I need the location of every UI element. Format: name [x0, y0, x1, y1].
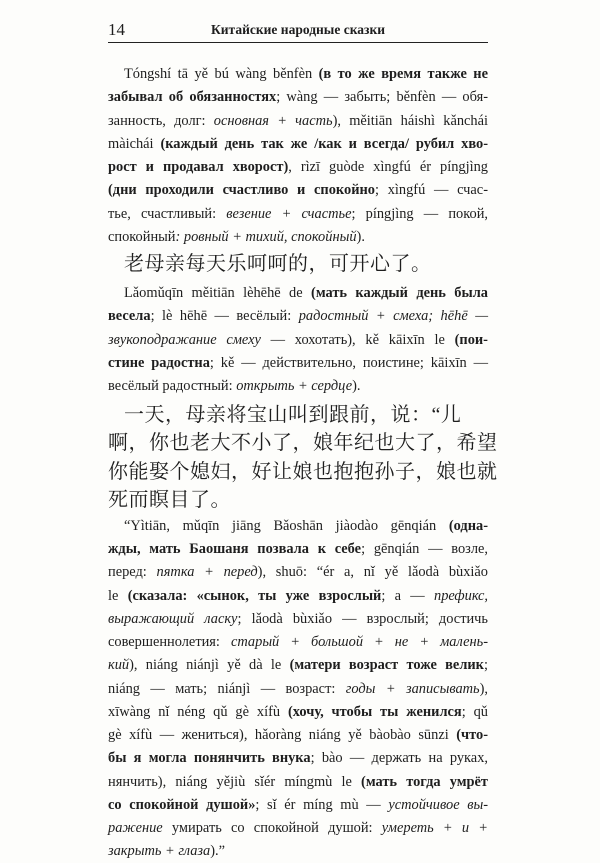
text-run: ; píngjìng — покой, — [351, 206, 488, 222]
italic-run: звукоподражание смеху — [108, 332, 261, 348]
text-line — [108, 677, 488, 701]
text-run: ; — [483, 657, 488, 673]
text-run: ). — [356, 229, 365, 245]
text-run: ). — [352, 378, 361, 394]
text-line — [108, 770, 488, 794]
text-line — [108, 374, 488, 398]
text-run: ), — [479, 681, 488, 697]
italic-run: умереть + и + — [381, 820, 488, 836]
chinese-text-line — [108, 250, 488, 278]
bold-run: (каждый день так же /как и всегда/ рубил хво- — [160, 136, 488, 152]
text-run: xīwàng nǐ néng qǔ gè xífù — [108, 704, 288, 720]
italic-run: старый + большой + не + малень- — [230, 634, 488, 650]
text-line — [108, 514, 488, 538]
text-line — [108, 560, 488, 584]
text-run: “Yìtiān, mǔqīn jiāng Bǎoshān jiàodào gēnqián — [124, 518, 449, 534]
text-run: Lǎomǔqīn měitiān lèhēhē de — [124, 285, 312, 301]
text-line — [108, 700, 488, 724]
running-header — [108, 20, 488, 43]
bold-run: забывал об обязанностях — [108, 89, 277, 105]
text-run: занность, долг: — [108, 113, 214, 129]
italic-run: ражение — [108, 820, 163, 836]
text-run: ; gēnqián — возле, — [361, 541, 488, 557]
text-run: 你能娶个媳妇，好让娘也抱抱孙子，娘也就 — [108, 461, 498, 483]
text-run: le — [108, 588, 128, 604]
text-run: ; qǔ — [461, 704, 488, 720]
text-run: ), niáng niánjì yě dà le — [129, 657, 290, 673]
running-title: Китайские народные сказки — [210, 22, 386, 37]
text-line — [108, 793, 488, 817]
text-run: ; sǐ ér míng mù — — [255, 797, 389, 813]
bold-run: (мать тогда умрёт — [361, 774, 488, 790]
text-run: ; xìngfú — счас- — [374, 182, 488, 198]
text-run: ; lǎodà bùxiǎo — взрослый; достичь — [237, 611, 488, 627]
bold-run: со спокойной душой» — [108, 797, 256, 813]
text-run: перед: — [108, 564, 157, 580]
text-run: màichái — [108, 136, 161, 152]
bold-run: рост и продавал хворост) — [108, 159, 289, 175]
text-line — [108, 155, 488, 179]
text-run: ; wàng — забыть; běnfèn — обя- — [276, 89, 489, 105]
text-run: умирать со спокойной душой: — [162, 820, 382, 836]
italic-run: основная + часть — [213, 113, 333, 129]
text-run: 老母亲每天乐呵呵的，可开心了。 — [124, 253, 432, 275]
text-line — [108, 653, 488, 677]
bold-run: стине радостна — [108, 355, 210, 371]
text-line — [108, 109, 488, 133]
text-run: — хохотать), kě kāixīn le — [260, 332, 455, 348]
text-run: совершеннолетия: — [108, 634, 231, 650]
italic-run: устойчивое вы- — [388, 797, 489, 813]
italic-run: кий — [108, 657, 130, 673]
bold-run: (мать каждый день была — [311, 285, 488, 301]
text-run: ).” — [210, 843, 225, 859]
text-run: ; a — — [381, 588, 434, 604]
bold-run: (пои- — [454, 332, 488, 348]
text-run: спокойный — [108, 229, 176, 245]
text-run: 一天，母亲将宝山叫到跟前，说：“儿 — [124, 404, 462, 426]
bold-run: (дни проходили счастливо и спокойно — [108, 182, 375, 198]
text-line — [108, 132, 488, 156]
text-line — [108, 304, 488, 328]
chinese-text-line — [108, 429, 498, 457]
italic-run: открыть + сердце — [236, 378, 353, 394]
bold-run: весела — [108, 308, 151, 324]
text-line — [108, 537, 488, 561]
chinese-text-line — [108, 458, 498, 486]
text-run: gè xífù — жениться), hǎoràng niáng yě bàobào sūnzi — [108, 727, 457, 743]
text-run: ; lè hēhē — весёлый: — [150, 308, 299, 324]
text-line — [108, 178, 488, 202]
italic-run: выражающий ласку — [108, 611, 238, 627]
text-run: niáng — мать; niánjì — возраст: — [108, 681, 346, 697]
text-line — [108, 85, 488, 109]
bold-run: жды, мать Баошаня позвала к себе — [108, 541, 362, 557]
italic-run: пятка + перед — [156, 564, 258, 580]
text-run: тье, счастливый: — [108, 206, 227, 222]
page-number: 14 — [108, 20, 125, 39]
text-line — [108, 328, 488, 352]
text-run: ; kě — действительно, поистине; kāixīn — — [209, 355, 489, 371]
text-line — [108, 607, 488, 631]
bold-run: (сказала: «сынок, ты уже взрослый — [127, 588, 382, 604]
text-run: 死而瞑目了。 — [108, 489, 231, 511]
text-run: , rìzī guòde xìngfú ér píngjìng — [288, 159, 488, 175]
chinese-text-line — [108, 401, 488, 429]
bold-run: (что- — [456, 727, 488, 743]
text-line — [108, 816, 488, 840]
text-line — [108, 351, 488, 375]
text-run: нянчить), niáng yějiù sǐér míngmù le — [108, 774, 362, 790]
text-run: 啊，你也老大不小了，娘年纪也大了，希望 — [108, 432, 498, 454]
text-line — [108, 62, 488, 86]
bold-run: (в то же время также не — [318, 66, 488, 82]
bold-run: (одна- — [448, 518, 488, 534]
text-line — [108, 281, 488, 305]
italic-run: радостный + смеха; hēhē — — [298, 308, 488, 324]
bold-run: (хочу, чтобы ты женился — [287, 704, 462, 720]
italic-run: : ровный + тихий, спокойный — [175, 229, 357, 245]
italic-run: префикс, — [434, 588, 488, 604]
bold-run: бы я могла понянчить внука — [108, 750, 311, 766]
chinese-text-line — [108, 486, 488, 514]
text-run: ; bào — держать на руках, — [310, 750, 488, 766]
text-run: ), měitiān háishì kǎnchái — [332, 113, 488, 129]
text-line — [108, 630, 488, 654]
text-line — [108, 584, 488, 608]
italic-run: везение + счастье — [226, 206, 352, 222]
text-run: ), shuō: “ér a, nǐ yě lǎodà bùxiǎo — [257, 564, 489, 580]
italic-run: годы + записывать — [345, 681, 480, 697]
text-run: Tóngshí tā yě bú wàng běnfèn — [124, 66, 319, 82]
text-line — [108, 839, 488, 863]
text-run: весёлый радостный: — [108, 378, 237, 394]
text-line — [108, 723, 488, 747]
text-line — [108, 202, 488, 226]
italic-run: закрыть + глаза — [108, 843, 211, 859]
text-line — [108, 225, 488, 249]
bold-run: (матери возраст тоже велик — [289, 657, 484, 673]
